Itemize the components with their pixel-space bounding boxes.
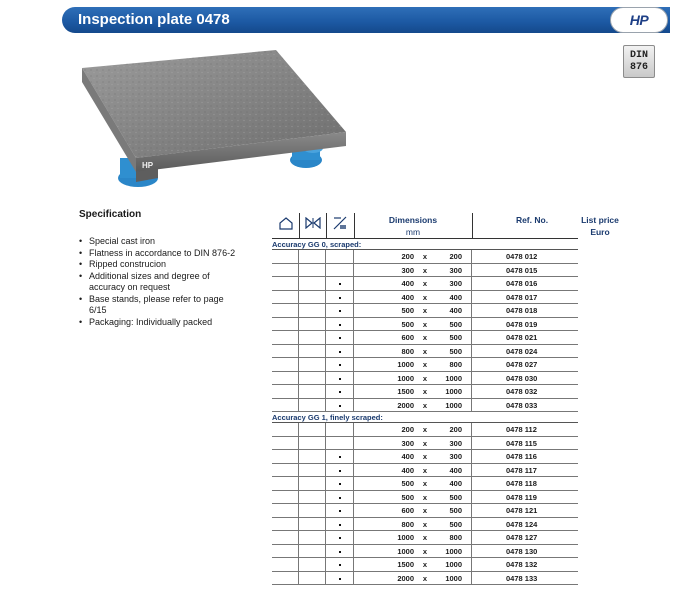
ref-number: 0478 115 xyxy=(506,438,537,448)
scraped-cell xyxy=(326,531,354,544)
house-cell xyxy=(272,358,299,371)
dimension-length: 1000 xyxy=(397,373,414,383)
dimension-length: 300 xyxy=(401,265,414,275)
dimension-width: 300 xyxy=(449,438,462,448)
scraped-cell xyxy=(326,385,354,398)
table-row xyxy=(272,558,578,572)
bowtie-cell xyxy=(299,464,326,477)
scraped-cell xyxy=(326,491,354,504)
dimension-separator: x xyxy=(422,333,428,342)
availability-dot xyxy=(339,483,341,485)
dimension-separator: x xyxy=(422,265,428,275)
bowtie-cell xyxy=(299,331,326,344)
dimension-length: 800 xyxy=(401,346,414,356)
scraped-cell xyxy=(326,277,354,290)
house-cell xyxy=(272,572,299,585)
scraped-cell xyxy=(326,372,354,385)
bowtie-cell xyxy=(299,423,326,436)
ref-number: 0478 019 xyxy=(506,319,538,329)
dimension-separator: x xyxy=(422,425,428,434)
bowtie-cell xyxy=(299,358,326,371)
house-cell xyxy=(272,250,299,263)
table-row xyxy=(272,572,578,586)
table-row xyxy=(272,504,578,518)
ref-number: 0478 124 xyxy=(506,519,538,529)
dimension-separator: x xyxy=(422,279,428,288)
dimension-length: 500 xyxy=(401,492,414,502)
house-cell xyxy=(272,464,299,477)
house-cell xyxy=(272,372,299,385)
availability-dot xyxy=(339,391,341,393)
house-cell xyxy=(272,558,299,571)
din-badge-line1: DIN xyxy=(629,49,648,61)
scraped-cell xyxy=(326,477,354,490)
scraped-cell xyxy=(326,304,354,317)
scraped-cell xyxy=(326,437,354,450)
dimension-separator: x xyxy=(422,252,428,261)
house-cell xyxy=(272,423,299,436)
house-cell xyxy=(272,264,299,277)
availability-dot xyxy=(339,297,341,299)
bowtie-cell xyxy=(299,450,326,463)
din-badge-line2: 876 xyxy=(629,61,648,73)
ref-number: 0478 018 xyxy=(506,306,538,315)
dimension-separator: x xyxy=(422,492,428,502)
house-cell xyxy=(272,345,299,358)
dimension-length: 1500 xyxy=(397,560,414,569)
availability-dot xyxy=(339,364,341,366)
table-row xyxy=(272,399,578,413)
ref-number: 0478 118 xyxy=(506,479,537,488)
dimension-width: 1000 xyxy=(445,373,462,383)
table-row xyxy=(272,423,578,437)
bowtie-cell xyxy=(299,477,326,490)
scraped-cell xyxy=(326,572,354,585)
dimension-separator: x xyxy=(422,346,428,356)
ref-number: 0478 015 xyxy=(506,265,538,275)
scraped-cell xyxy=(326,558,354,571)
scraped-cell xyxy=(326,250,354,263)
dimension-length: 1000 xyxy=(397,546,414,556)
scraped-cell xyxy=(326,518,354,531)
house-cell xyxy=(272,304,299,317)
dimension-separator: x xyxy=(422,360,428,369)
bowtie-cell xyxy=(299,318,326,331)
bowtie-cell xyxy=(299,491,326,504)
scraped-cell xyxy=(326,423,354,436)
bowtie-cell xyxy=(299,437,326,450)
house-cell xyxy=(272,518,299,531)
availability-dot xyxy=(339,283,341,285)
house-cell xyxy=(272,477,299,490)
spec-item: • Packaging: Individually packed xyxy=(79,317,239,329)
ref-number: 0478 130 xyxy=(506,546,538,556)
dimension-separator: x xyxy=(422,546,428,556)
table-row xyxy=(272,345,578,359)
ref-number: 0478 017 xyxy=(506,292,538,302)
availability-dot xyxy=(339,337,341,339)
house-cell xyxy=(272,531,299,544)
scraped-cell xyxy=(326,331,354,344)
scraped-cell xyxy=(326,450,354,463)
ref-number: 0478 021 xyxy=(506,333,538,342)
ref-number: 0478 012 xyxy=(506,252,538,261)
scraped-cell xyxy=(326,504,354,517)
table-row xyxy=(272,331,578,345)
dimension-width: 500 xyxy=(449,346,462,356)
section-title: Accuracy GG 1, finely scraped: xyxy=(272,412,578,423)
dimension-width: 400 xyxy=(449,292,462,302)
ref-number: 0478 119 xyxy=(506,492,537,502)
ref-no-header: Ref. No. xyxy=(515,215,549,225)
dimension-width: 200 xyxy=(449,252,462,261)
dimension-separator: x xyxy=(422,465,428,475)
dimension-length: 1500 xyxy=(397,387,414,396)
table-header xyxy=(272,211,619,239)
house-cell xyxy=(272,385,299,398)
ref-number: 0478 132 xyxy=(506,560,538,569)
dimension-separator: x xyxy=(422,306,428,315)
house-cell xyxy=(272,437,299,450)
house-icon xyxy=(276,217,296,245)
availability-dot xyxy=(339,324,341,326)
bowtie-arrows-icon xyxy=(303,217,323,245)
ref-number: 0478 024 xyxy=(506,346,538,356)
dimension-width: 300 xyxy=(449,452,462,461)
dimension-length: 600 xyxy=(401,506,414,515)
spec-item: • Flatness in accordance to DIN 876-2 xyxy=(79,248,239,260)
ref-number: 0478 112 xyxy=(506,425,537,434)
spec-table xyxy=(272,211,619,585)
table-row xyxy=(272,531,578,545)
ref-number: 0478 016 xyxy=(506,279,538,288)
table-row xyxy=(272,545,578,559)
bowtie-cell xyxy=(299,345,326,358)
ref-number: 0478 030 xyxy=(506,373,538,383)
availability-dot xyxy=(339,378,341,380)
dimension-width: 500 xyxy=(449,319,462,329)
dimension-length: 800 xyxy=(401,519,414,529)
dimension-width: 400 xyxy=(449,479,462,488)
dimension-separator: x xyxy=(422,319,428,329)
bowtie-cell xyxy=(299,531,326,544)
dimension-length: 1000 xyxy=(397,360,414,369)
bowtie-cell xyxy=(299,545,326,558)
dimension-separator: x xyxy=(422,533,428,542)
ref-number: 0478 027 xyxy=(506,360,538,369)
table-row xyxy=(272,450,578,464)
dimension-length: 400 xyxy=(401,292,414,302)
dimension-width: 300 xyxy=(449,279,462,288)
dimension-length: 2000 xyxy=(397,400,414,410)
table-row xyxy=(272,358,578,372)
dimension-width: 1000 xyxy=(445,573,462,583)
availability-dot xyxy=(339,537,341,539)
bowtie-cell xyxy=(299,518,326,531)
table-row xyxy=(272,318,578,332)
dimension-width: 400 xyxy=(449,465,462,475)
dimension-width: 500 xyxy=(449,333,462,342)
table-row xyxy=(272,518,578,532)
bowtie-cell xyxy=(299,250,326,263)
dimension-width: 1000 xyxy=(445,546,462,556)
house-cell xyxy=(272,504,299,517)
dimension-length: 200 xyxy=(401,425,414,434)
dimension-width: 400 xyxy=(449,306,462,315)
spec-item: • Ripped construcion xyxy=(79,259,239,271)
ref-number: 0478 127 xyxy=(506,533,538,542)
availability-dot xyxy=(339,470,341,472)
availability-dot xyxy=(339,405,341,407)
dimension-width: 300 xyxy=(449,265,462,275)
dimension-width: 500 xyxy=(449,519,462,529)
ref-number: 0478 033 xyxy=(506,400,538,410)
dimensions-header: Dimensions mm xyxy=(388,215,438,237)
hp-logo xyxy=(610,7,668,33)
table-row xyxy=(272,250,578,264)
table-row xyxy=(272,491,578,505)
dimension-separator: x xyxy=(422,479,428,488)
house-cell xyxy=(272,545,299,558)
table-row xyxy=(272,304,578,318)
dimension-width: 1000 xyxy=(445,387,462,396)
ref-number: 0478 121 xyxy=(506,506,538,515)
dimension-length: 600 xyxy=(401,333,414,342)
page-title: Inspection plate 0478 xyxy=(78,11,230,28)
dimension-width: 1000 xyxy=(445,400,462,410)
house-cell xyxy=(272,491,299,504)
scraped-cell xyxy=(326,291,354,304)
plate-logo: HP xyxy=(142,161,154,170)
table-body xyxy=(272,239,578,585)
ref-number: 0478 116 xyxy=(506,452,537,461)
dimension-length: 400 xyxy=(401,465,414,475)
availability-dot xyxy=(339,578,341,580)
dimension-separator: x xyxy=(422,560,428,569)
house-cell xyxy=(272,318,299,331)
ref-number: 0478 032 xyxy=(506,387,538,396)
dimension-length: 500 xyxy=(401,319,414,329)
bowtie-cell xyxy=(299,277,326,290)
dimension-separator: x xyxy=(422,506,428,515)
dimension-separator: x xyxy=(422,292,428,302)
availability-dot xyxy=(339,510,341,512)
dimension-length: 500 xyxy=(401,479,414,488)
bowtie-cell xyxy=(299,372,326,385)
scraped-cell xyxy=(326,264,354,277)
dimension-length: 1000 xyxy=(397,533,414,542)
table-row xyxy=(272,291,578,305)
dimension-width: 200 xyxy=(449,425,462,434)
table-row xyxy=(272,372,578,386)
dimension-separator: x xyxy=(422,519,428,529)
dimension-width: 500 xyxy=(449,506,462,515)
dimension-length: 500 xyxy=(401,306,414,315)
bowtie-cell xyxy=(299,264,326,277)
spec-item: • Base stands, please refer to page 6/15 xyxy=(79,294,239,317)
scraped-cell xyxy=(326,318,354,331)
dimension-width: 800 xyxy=(449,360,462,369)
bowtie-cell xyxy=(299,572,326,585)
availability-dot xyxy=(339,551,341,553)
dimension-length: 300 xyxy=(401,438,414,448)
specification-list xyxy=(79,236,239,328)
dimension-width: 500 xyxy=(449,492,462,502)
dimension-length: 200 xyxy=(401,252,414,261)
scraped-cell xyxy=(326,399,354,412)
dimension-length: 400 xyxy=(401,279,414,288)
specification-title: Specification xyxy=(79,209,142,220)
house-cell xyxy=(272,291,299,304)
scraped-cell xyxy=(326,358,354,371)
bowtie-cell xyxy=(299,304,326,317)
availability-dot xyxy=(339,564,341,566)
section-title: Accuracy GG 0, scraped: xyxy=(272,239,578,250)
dimension-width: 1000 xyxy=(445,560,462,569)
bowtie-cell xyxy=(299,558,326,571)
ref-number: 0478 117 xyxy=(506,465,537,475)
table-row xyxy=(272,464,578,478)
availability-dot xyxy=(339,310,341,312)
dimension-separator: x xyxy=(422,400,428,410)
bowtie-cell xyxy=(299,504,326,517)
bowtie-cell xyxy=(299,385,326,398)
dimension-width: 800 xyxy=(449,533,462,542)
scraped-cell xyxy=(326,464,354,477)
ref-number: 0478 133 xyxy=(506,573,538,583)
dimension-separator: x xyxy=(422,438,428,448)
spec-item: • Additional sizes and degree of accuracy on request xyxy=(79,271,239,294)
house-cell xyxy=(272,450,299,463)
spec-item: • Special cast iron xyxy=(79,236,239,248)
hp-logo-text: HP xyxy=(629,12,649,28)
dimension-separator: x xyxy=(422,373,428,383)
dimension-separator: x xyxy=(422,452,428,461)
house-cell xyxy=(272,277,299,290)
list-price-header: List price Euro xyxy=(581,215,619,237)
table-row xyxy=(272,385,578,399)
title-bar xyxy=(62,7,670,33)
house-cell xyxy=(272,331,299,344)
dimension-separator: x xyxy=(422,573,428,583)
table-row xyxy=(272,477,578,491)
dimension-length: 2000 xyxy=(397,573,414,583)
table-row xyxy=(272,437,578,451)
bowtie-cell xyxy=(299,291,326,304)
scraped-cell xyxy=(326,345,354,358)
table-row xyxy=(272,264,578,278)
availability-dot xyxy=(339,497,341,499)
scraped-cell xyxy=(326,545,354,558)
bowtie-cell xyxy=(299,399,326,412)
dimension-length: 400 xyxy=(401,452,414,461)
house-cell xyxy=(272,399,299,412)
availability-dot xyxy=(339,351,341,353)
availability-dot xyxy=(339,524,341,526)
dimension-separator: x xyxy=(422,387,428,396)
din-badge xyxy=(623,45,655,78)
table-row xyxy=(272,277,578,291)
product-image xyxy=(78,50,358,200)
availability-dot xyxy=(339,456,341,458)
